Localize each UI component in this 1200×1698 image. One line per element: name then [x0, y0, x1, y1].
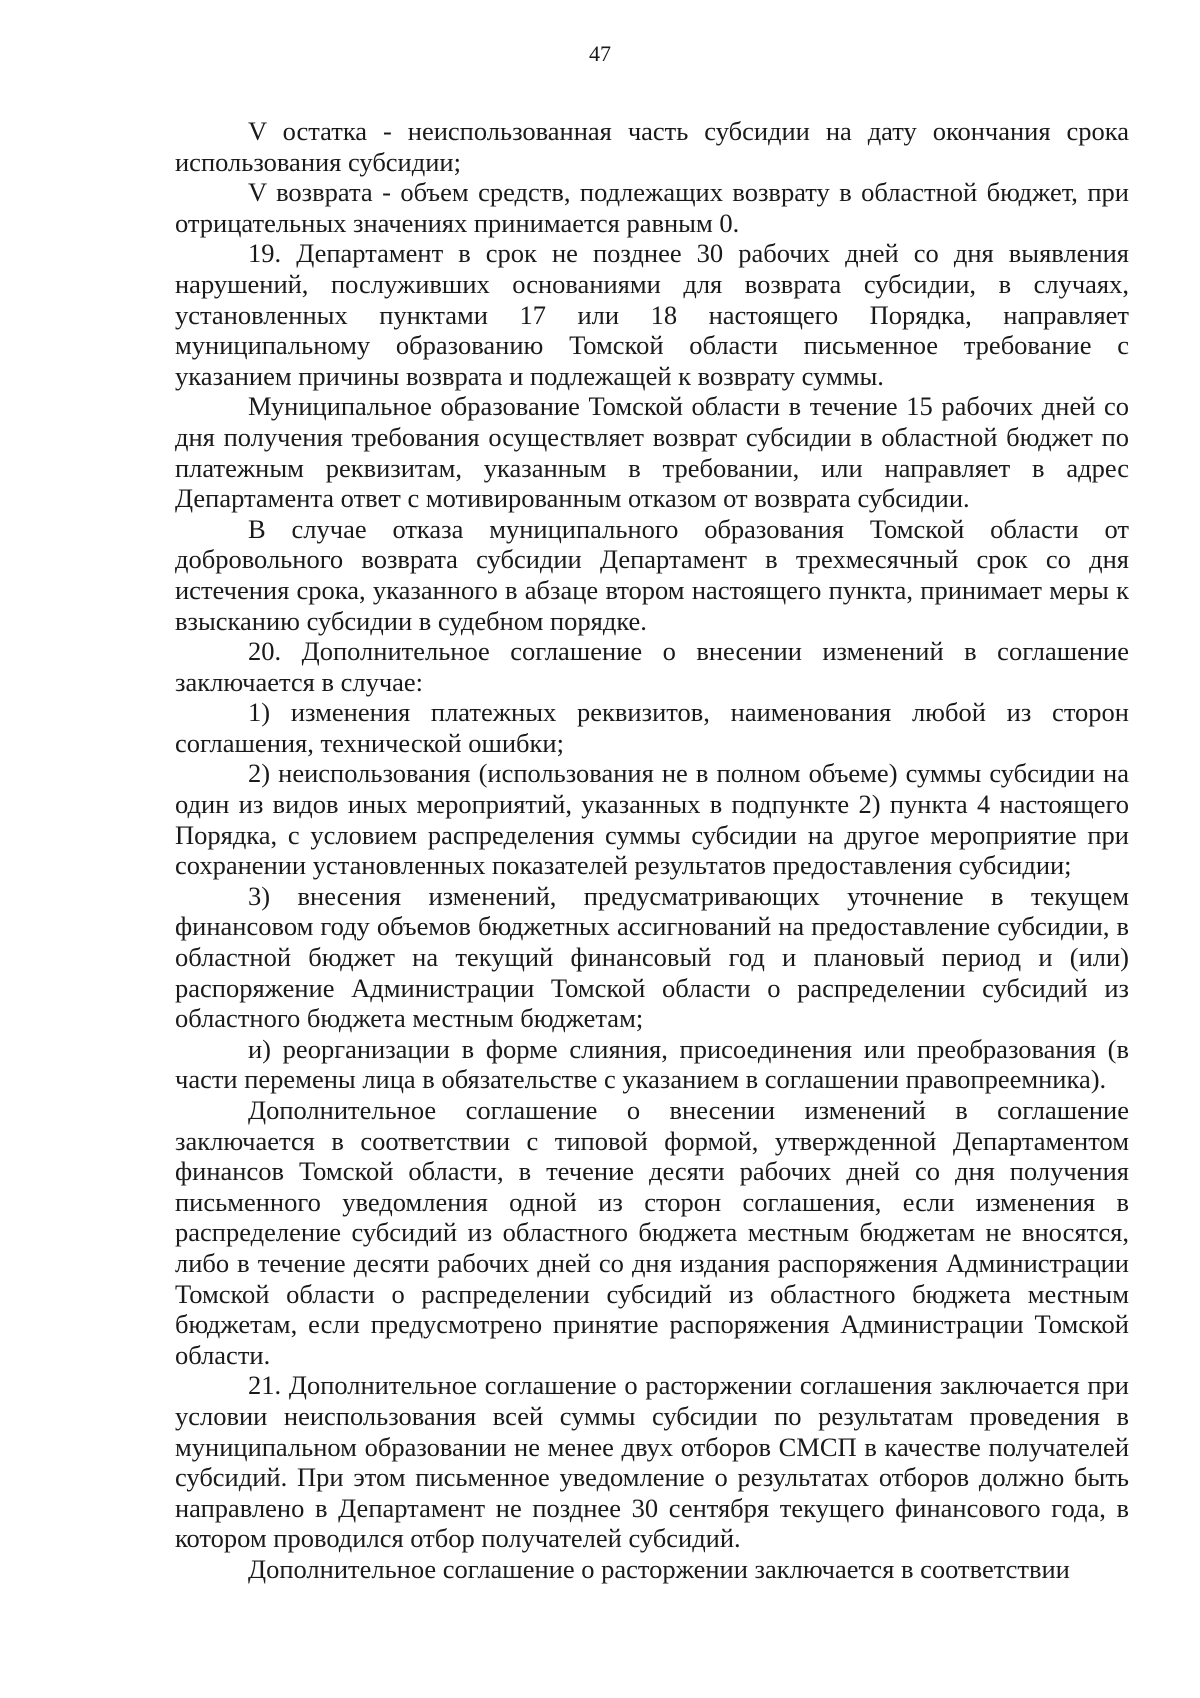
paragraph-v-remainder: V остатка - неиспользованная часть субсидии на дату окончания срока использования субсидии;: [175, 116, 1129, 177]
paragraph-termination: Дополнительное соглашение о расторжении заключается в соответствии: [248, 1553, 1070, 1584]
paragraph-subitem-3: 3) внесения изменений, предусматривающих уточнение в текущем финансовом году объемов бюджетных ассигнований на предоставление субсидии, в областной бюджет на текущий финансовый год и плановый период и (или) распоряжение Администрации Томской области о распределении субсидий из областного бюджета местным бюджетам;: [175, 880, 1129, 1034]
paragraph-subitem-1: 1) изменения платежных реквизитов, наименования любой из сторон соглашения, технической ошибки;: [175, 697, 1129, 758]
paragraph-item-20: 20. Дополнительное соглашение о внесении изменений в соглашение заключается в случае:: [175, 636, 1129, 697]
paragraph-refusal-case: В случае отказа муниципального образования Томской области от добровольного возврата субсидии Департамент в трехмесячный срок со дня истечения срока, указанного в абзаце втором настоящего пункта, принимает меры к взысканию субсидии в судебном порядке.: [175, 513, 1129, 636]
paragraph-subitem-4: и) реорганизации в форме слияния, присоединения или преобразования (в части перемены лица в обязательстве с указанием в соглашении правопреемника).: [175, 1033, 1129, 1095]
document-body: [175, 116, 1129, 1585]
paragraph-amendment-form: Дополнительное соглашение о внесении изменений в соглашение заключается в соответствии с типовой формой, утвержденной Департаментом финансов Томской области, в течение десяти рабочих дней со дня получения письменного уведомления одной из сторон соглашения, если изменения в распределение субсидий из областного бюджета местным бюджетам не вносятся, либо в течение десяти рабочих дней со дня издания распоряжения Администрации Томской области о распределении субсидий из областного бюджета местным бюджетам, если предусмотрено принятие распоряжения Администрации Томской области.: [175, 1095, 1129, 1370]
paragraph-item-19: 19. Департамент в срок не позднее 30 рабочих дней со дня выявления нарушений, послуживших основаниями для возврата субсидии, в случаях, установленных пунктами 17 или 18 настоящего Порядка, направляет муниципальному образованию Томской области письменное требование с указанием причины возврата и подлежащей к возврату суммы.: [175, 238, 1129, 391]
paragraph-v-return: V возврата - объем средств, подлежащих возврату в областной бюджет, при отрицательных значениях принимается равным 0.: [175, 177, 1129, 238]
paragraph-subitem-2: 2) неиспользования (использования не в полном объеме) суммы субсидии на один из видов иных мероприятий, указанных в подпункте 2) пункта 4 настоящего Порядка, с условием распределения суммы субсидии на другое мероприятие при сохранении установленных показателей результатов предоставления субсидии;: [175, 758, 1129, 881]
paragraph-municipal-return: Муниципальное образование Томской области в течение 15 рабочих дней со дня получения требования осуществляет возврат субсидии в областной бюджет по платежным реквизитам, указанным в требовании, или направляет в адрес Департамента ответ с мотивированным отказом от возврата субсидии.: [175, 391, 1129, 514]
paragraph-item-21: 21. Дополнительное соглашение о расторжении соглашения заключается при условии неиспользования всей суммы субсидии по результатам проведения в муниципальном образовании не менее двух отборов СМСП в качестве получателей субсидий. При этом письменное уведомление о результатах отборов должно быть направлено в Департамент не позднее 30 сентября текущего финансового года, в котором проводился отбор получателей субсидий.: [175, 1370, 1129, 1554]
page-number: 47: [589, 41, 611, 66]
